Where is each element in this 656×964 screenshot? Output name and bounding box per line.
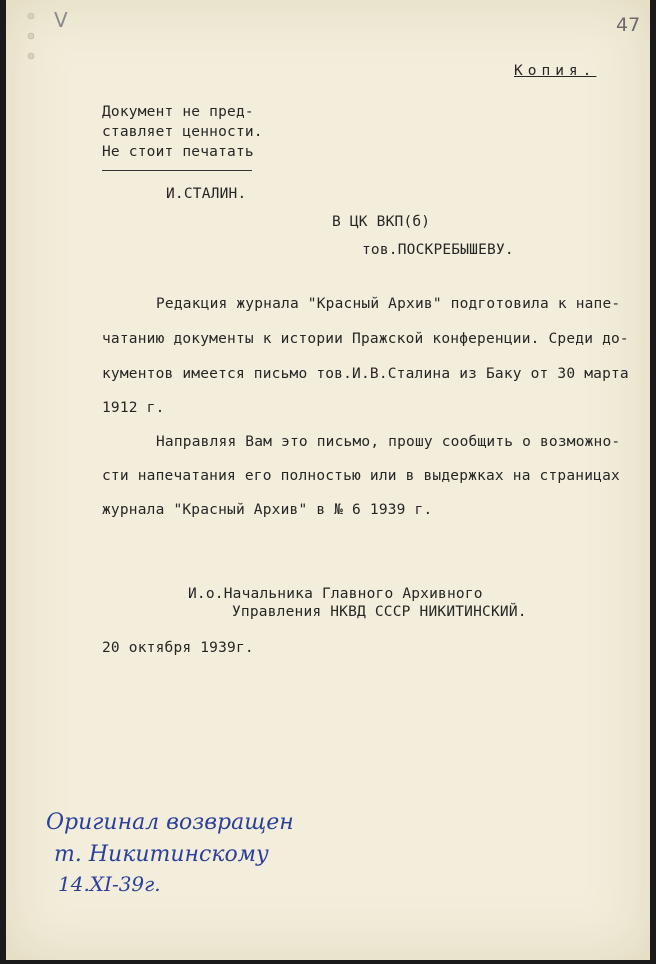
- pencil-tick-mark: V: [54, 8, 68, 32]
- handwritten-note-date: 14.XI-39г.: [58, 872, 161, 896]
- document-date: 20 октября 1939г.: [102, 640, 254, 656]
- handwritten-note-line-1: Оригинал возвращен: [46, 810, 294, 835]
- signer-title-line-1: И.о.Начальника Главного Архивного: [188, 586, 483, 602]
- body-paragraph-2-line-2: сти напечатания его полностью или в выдержках на страницах: [102, 468, 620, 484]
- addressee-line-1: В ЦК ВКП(б): [332, 214, 431, 230]
- resolution-line-3: Не стоит печатать: [102, 144, 254, 160]
- signer-title-line-2: Управления НКВД СССР НИКИТИНСКИЙ.: [232, 604, 527, 620]
- sheet-number: 47: [616, 14, 641, 36]
- body-paragraph-1-line-1: Редакция журнала "Красный Архив" подготовила к напе-: [156, 296, 621, 312]
- resolution-line-1: Документ не пред-: [102, 104, 254, 120]
- handwritten-note-line-2: т. Никитинскому: [54, 842, 269, 867]
- binding-holes: [26, 6, 36, 66]
- copy-mark: Копия.: [514, 63, 597, 79]
- body-paragraph-1-line-2: чатанию документы к истории Пражской конференции. Среди до-: [102, 331, 629, 347]
- resolution-line-2: ставляет ценности.: [102, 124, 263, 140]
- body-paragraph-1-line-4: 1912 г.: [102, 400, 165, 416]
- resolution-divider: [102, 170, 252, 171]
- resolution-signature: И.СТАЛИН.: [166, 186, 247, 202]
- body-paragraph-1-line-3: кументов имеется письмо тов.И.В.Сталина из Баку от 30 марта: [102, 366, 629, 382]
- body-paragraph-2-line-1: Направляя Вам это письмо, прошу сообщить о возможно-: [156, 434, 621, 450]
- body-paragraph-2-line-3: журнала "Красный Архив" в № 6 1939 г.: [102, 502, 433, 518]
- addressee-line-2: тов.ПОСКРЕБЫШЕВУ.: [362, 242, 514, 258]
- document-page: [6, 0, 650, 960]
